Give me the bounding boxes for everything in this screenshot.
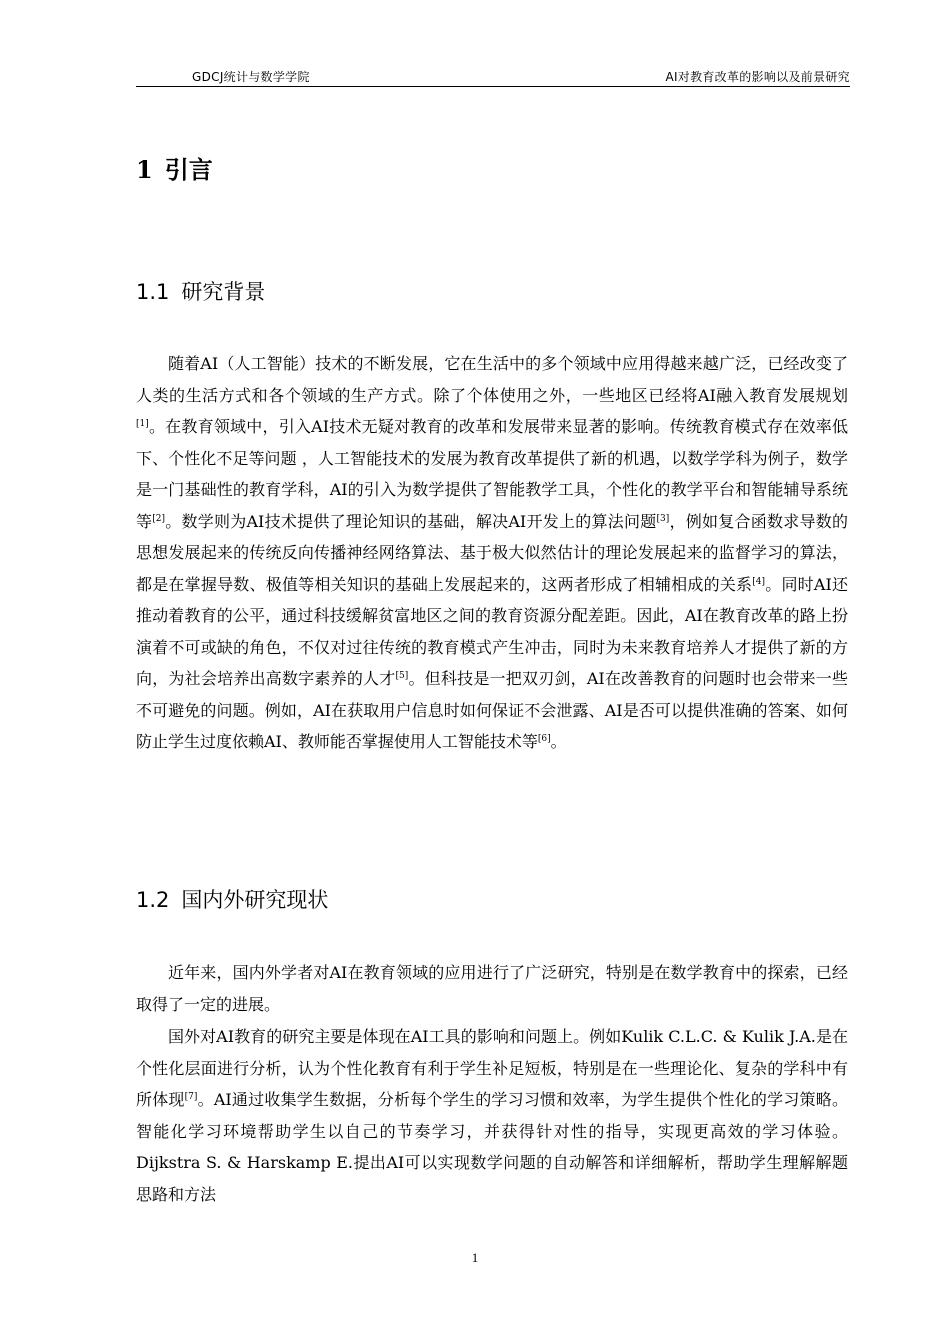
- citation-ref: [1]: [136, 419, 149, 429]
- chapter-number: 1: [136, 155, 153, 184]
- citation-ref: [3]: [656, 513, 670, 524]
- page-header: [136, 66, 850, 87]
- page-number: 1: [471, 1250, 479, 1265]
- section-number: 1.2: [136, 888, 170, 912]
- citation-ref: [7]: [184, 1092, 198, 1102]
- text-run: ，例如复合函数求导数的思想发展起来的传统反向传播神经网络算法、基于极大似然估计的理论发展起来的监督学习的算法，都是在掌握导数、极值等相关知识的基础上发展起来的，这两者形成了相辅相成的关系: [136, 511, 848, 594]
- citation-ref: [5]: [395, 671, 409, 681]
- chapter-title-text: 引言: [164, 155, 213, 184]
- paragraph-status-intro: 近年来，国内外学者对AI在教育领域的应用进行了广泛研究，特别是在数学教育中的探索，已经取得了一定的进展。: [136, 963, 848, 1014]
- text-run: 。: [550, 732, 567, 751]
- text-run: 。但科技是一把双刃剑，AI在改善教育的问题时也会带来一些不可避免的问题。例如，AI在获取用户信息时如何保证不会泄露、AI是否可以提供准确的答案、如何防止学生过度依赖AI、教师能否掌握使用人工智能技术等: [136, 669, 848, 751]
- section-number: 1.1: [136, 280, 170, 304]
- paragraph-background: [136, 348, 848, 758]
- citation-ref: [6]: [537, 734, 551, 744]
- chapter-heading: [136, 150, 213, 185]
- citation-ref: [4]: [752, 576, 766, 587]
- header-institution: GDCJ统计与数学学院: [192, 70, 310, 84]
- section-title-text: 研究背景: [181, 280, 266, 304]
- text-run: 随着AI（人工智能）技术的不断发展，它在生活中的多个领域中应用得越来越广泛，已经改变了人类的生活方式和各个领域的生产方式。除了个体使用之外，一些地区已经将AI融入教育发展规划: [136, 354, 848, 405]
- text-run: 。在教育领域中，引入AI技术无疑对教育的改革和发展带来显著的影响。传统教育模式存在效率低下、个性化不足等问题 ，人工智能技术的发展为教育改革提供了新的机遇，以数学学科为例子，数学是一门基础性的教育学科，AI的引入为数学提供了智能教学工具，个性化的教学平台和智能辅导系统等: [136, 417, 848, 531]
- citation-ref: [2]: [152, 513, 165, 524]
- section-heading-research-status: [136, 884, 328, 914]
- paragraph-status-foreign: [136, 1021, 848, 1210]
- text-run: 。AI通过收集学生数据，分析每个学生的学习习惯和效率，为学生提供个性化的学习策略。智能化学习环境帮助学生以自己的节奏学习，并获得针对性的指导，实现更高效的学习体验。Dijkstra S. & Harskamp E.提出AI可以实现数学问题的自动解答和详细解析，帮助学生理解解题思路和方法: [136, 1090, 848, 1204]
- section-title-text: 国内外研究现状: [181, 888, 329, 912]
- text-run: 。同时AI还推动着教育的公平，通过科技缓解贫富地区之间的教育资源分配差距。因此，AI在教育改革的路上扮演着不可或缺的角色，不仅对过往传统的教育模式产生冲击，同时为未来教育培养人才提供了新的方向，为社会培养出高数字素养的人才: [136, 574, 848, 688]
- text-run: 国外对AI教育的研究主要是体现在AI工具的影响和问题上。例如Kulik C.L.C. & Kulik J.A.是在个性化层面进行分析，认为个性化教育有利于学生补足短板，特别是在一些理论化、复杂的学科中有所体现: [136, 1027, 848, 1109]
- header-paper-title: AI对教育改革的影响以及前景研究: [665, 70, 850, 84]
- text-run: 。数学则为AI技术提供了理论知识的基础，解决AI开发上的算法问题: [165, 511, 657, 531]
- section-heading-background: [136, 276, 265, 306]
